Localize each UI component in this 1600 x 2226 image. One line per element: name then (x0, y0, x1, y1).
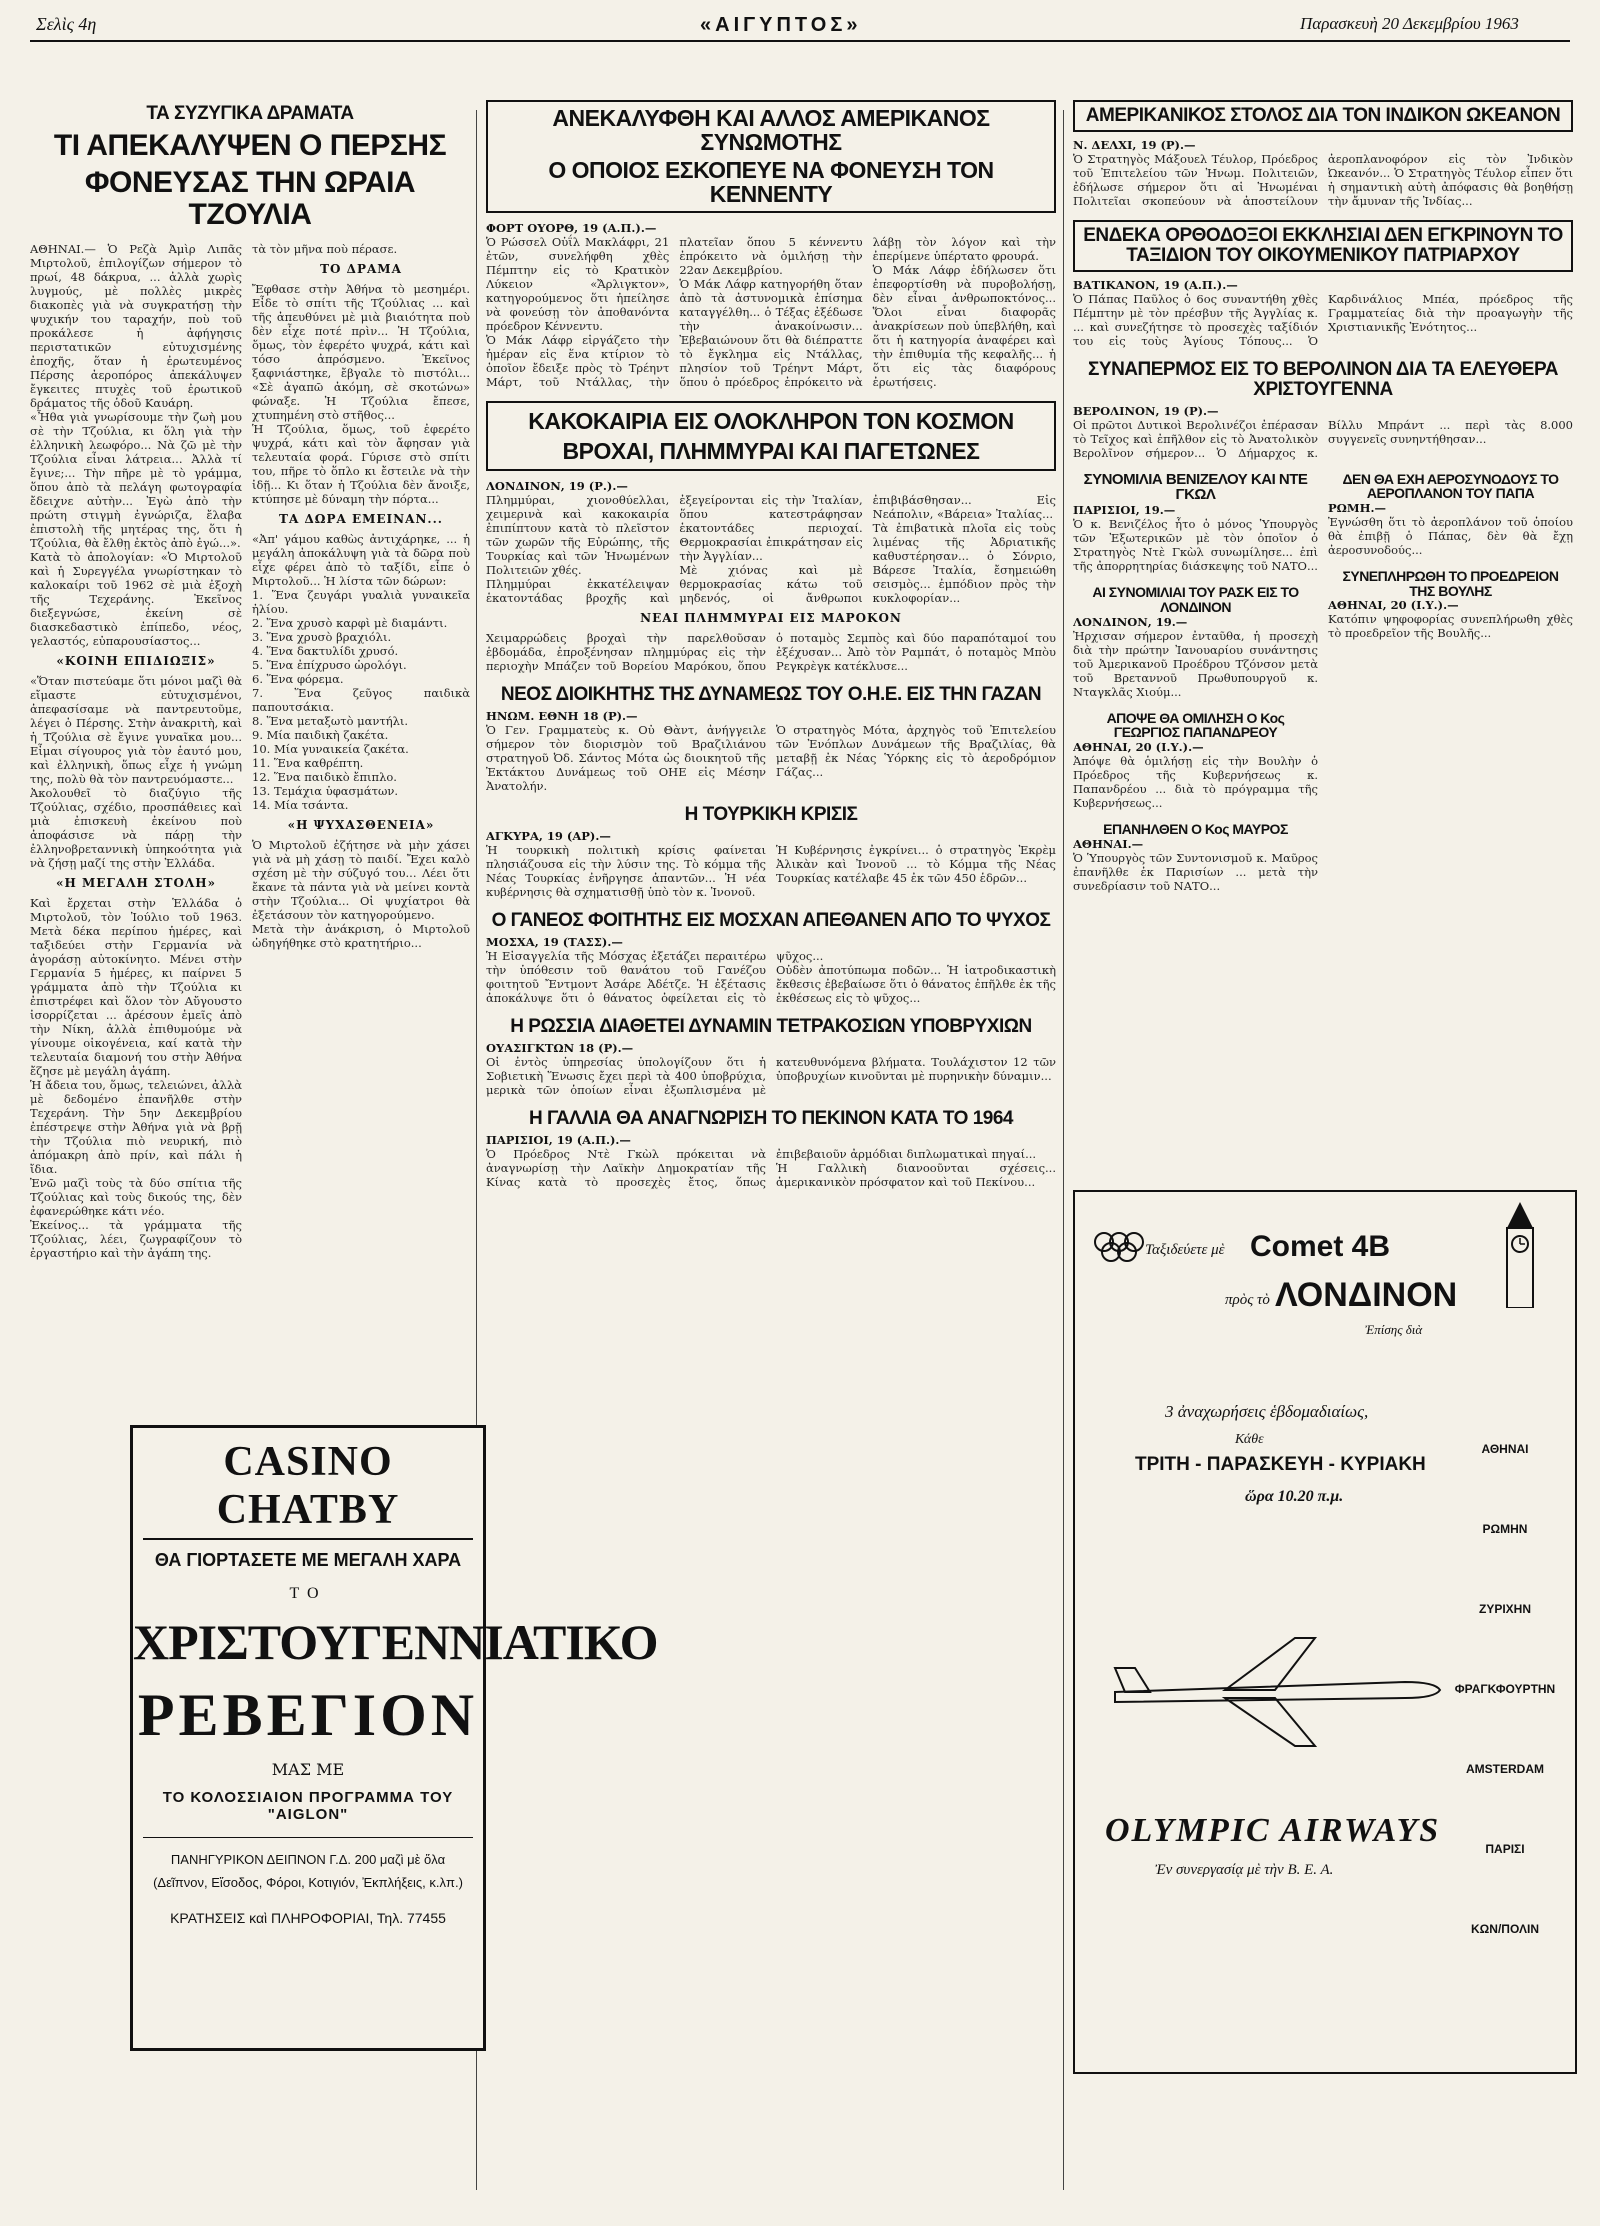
ad-text: Ταξιδεύετε μὲ (1145, 1242, 1225, 1258)
issue-date: Παρασκευὴ 20 Δεκεμβρίου 1963 (1300, 14, 1519, 33)
headline: Η ΤΟΥΡΚΙΚΗ ΚΡΙΣΙΣ (684, 803, 858, 825)
article-text: Οἱ πρῶτοι Δυτικοὶ Βερολινέζοι ἐπέρασαν τὸ Τεῖχος καὶ ἐπῆλθον εἰς τὸ Ἀνατολικὸν Βερολῖνον σήμερον... Ὁ Δήμαρχος κ. Βίλλυ Μπράντ ... περὶ τὰς 8.000 συγγενεῖς συνηντήθησαν... (1073, 417, 1573, 460)
headline: ΑΠΟΨΕ ΘΑ ΟΜΙΛΗΣΗ Ο Κος ΓΕΩΡΓΙΟΣ ΠΑΠΑΝΔΡΕΟΥ (1106, 709, 1285, 741)
headline: ΑΝΕΚΑΛΥΦΘΗ ΚΑΙ ΑΛΛΟΣ ΑΜΕΡΙΚΑΝΟΣ ΣΥΝΩΜΟΤΗΣ (552, 105, 990, 156)
headline: ΚΑΚΟΚΑΙΡΙΑ ΕΙΣ ΟΛΟΚΛΗΡΟΝ ΤΟΝ ΚΟΣΜΟΝ (528, 407, 1014, 434)
column-divider (1063, 110, 1064, 2190)
article-text: τὰ τὸν μῆνα ποὺ πέρασε. (252, 242, 398, 257)
article-text: Κατόπιν ψηφοφορίας συνεπλήρωθη χθὲς τὸ προεδρεῖον τῆς Βουλῆς... (1328, 612, 1573, 641)
ad-text: 3 ἀναχωρήσεις ἑβδομαδιαίως, (1165, 1402, 1369, 1421)
headline: ΦΟΝΕΥΣΑΣ ΤΗΝ ΩΡΑΙΑ ΤΖΟΥΛΙΑ (84, 166, 416, 231)
city-list (1445, 1372, 1565, 2012)
dateline: ΒΑΤΙΚΑΝΟΝ, 19 (Α.Π.).— (1073, 277, 1238, 292)
aircraft-name: Comet 4B (1250, 1230, 1391, 1263)
city-label: ΚΩΝ/ΠΟΛΙΝ (1471, 1922, 1539, 1936)
article-text: «Ὅταν πιστεύαμε ὅτι μόνοι μαζὶ θὰ εἴμαστε εὐτυχισμένοι, ἀπεφασίσαμε νὰ παντρευτοῦμε, λέγει ὁ Πέρσης. Στὴν ἀνακριτὴ, καὶ ἡ Τζούλια σὲ ἔγινε γυναῖκα μου... Εἶμαι σίγουρος γιὰ τὸν ἑαυτό μου, καὶ ἐλληνικὴ, ὅπως εἶχε ἡ γνώμη της, πολὺ θὰ τὸν παντρευόμαστε... Ἀκολουθεῖ τὸ διαζύγιο τῆς Τζούλιας, σχέδιο, προσπάθειες καὶ μιὰ ἐπισκευὴ ἐκείνου ποὺ ἀποφάσισε νὰ πάρῃ τὴν ἐλληνοβρεταννικὴ ὑπηκοότητα γιὰ νὰ ζήσῃ μαζί της στὴν Ἑλλάδα. (30, 674, 242, 871)
headline: ΕΠΑΝΗΛΘΕΝ Ο Κος ΜΑΥΡΟΣ (1103, 820, 1288, 837)
dateline: ΡΩΜΗ.— (1328, 501, 1386, 516)
casino-advertisement (130, 1425, 658, 2051)
kicker: ΤΑ ΣΥΖΥΓΙΚΑ ΔΡΑΜΑΤΑ (146, 103, 354, 124)
subheading: ΤΑ ΔΩΡΑ ΕΜΕΙΝΑΝ... (279, 512, 443, 527)
ad-text: πρὸς τὸ (1225, 1292, 1270, 1308)
dateline: ΟΥΑΣΙΓΚΤΩΝ 18 (Ρ).— (486, 1040, 634, 1055)
ad-title: ΡΕΒΕΓΙΟΝ (137, 1682, 479, 1748)
airline-logo: OLYMPIC AIRWAYS (1105, 1812, 1441, 1849)
ad-text: ΜΑΣ ΜΕ (271, 1760, 345, 1779)
headline: ΤΙ ΑΠΕΚΑΛΥΨΕΝ Ο ΠΕΡΣΗΣ (53, 128, 447, 162)
article-text: Ἀπόψε θὰ ὁμιλήσῃ εἰς τὴν Βουλὴν ὁ Πρόεδρος τῆς Κυβερνήσεως κ. Παπανδρέου ... διὰ τὸ πρόγραμμα τῆς Κυβερνήσεως... (1073, 753, 1318, 810)
headline: ΣΥΝΕΠΛΗΡΩΘΗ ΤΟ ΠΡΟΕΔΡΕΙΟΝ ΤΗΣ ΒΟΥΛΗΣ (1342, 568, 1559, 599)
destination: ΛΟΝΔΙΝΟΝ (1275, 1276, 1458, 1314)
ad-contact: ΚΡΑΤΗΣΕΙΣ καὶ ΠΛΗΡΟΦΟΡΙΑΙ, Τηλ. 77455 (170, 1910, 446, 1926)
headline-box (486, 401, 1056, 471)
article-text: ΑΘΗΝΑΙ.— Ὁ Ρεζὰ Ἀμὶρ Λιπᾶς Μιρτολοῦ, ἐπιλογίζων σήμερον τὸ πρωί, 48 δάκρυα, ... ἀλλὰ χωρὶς λυγμούς, μὲ πολλὲς μικρὲς διακοπὲς γιὰ νὰ συγκρατήσῃ τὴν ψυχικήν του ταραχήν, ποὺ τοῦ προκάλεσε ἡ ἀφήγησις περιστατικῶν εὐτυχισμένης ἐποχῆς, ὅταν ἡ ἐρωτευμένος Πέρσης ἀεροπόρος ἀπεκάλυψεν ἔγκειτες πτυχὲς τοῦ ἐρωτικοῦ δράματος τῆς ὁδοῦ Καυάρη. «Ἦθα γιὰ γνωρίσουμε τὴν ζωὴ μου σὲ τὴν Τζούλια, κι ὅλη γιὰ τὴν ἑλληνικὴ λεωφόρο... Νὰ ζῶ μὲ τὴν Τζούλια εἶναι λάτρεια... Ἀλλὰ τί ἔγινε;... Τὴν πῆρε μὲ τὸ γράμμα, ὅπου ἀπὸ τὰ πελάγη φωτογραφία ἔδειχνε αὐτὴν... Ἐγὼ ἀπὸ τὴν πρώτη στιγμὴ ἐγνώριζα, ἔλαβα ἐπιστολὴ τῆς μητέρας της, ὅτι ἡ Τζούλια, θὰ ἔλθῃ ἐκτὸς ἀπὸ ἐγώ...». Κατὰ τὸ ἀπολογίαν: «Ὁ Μιρτολοῦ καὶ ἡ Συρεγγέλα γνωρίστηκαν τὸ καλοκαίρι τοῦ 1962 σὲ μιὰ ἐξοχὴ τῆς Τεχεράνης. Ἐκεῖνος διεξεγνώσε, ἐκείνη σὲ διασκεδαστικὸ ἐπίπεδο, νέος, γελαστός, εὐπαρουσίαστος... (30, 242, 242, 649)
masthead (0, 0, 1600, 48)
headline: Ο ΓΑΝΕΟΣ ΦΟΙΤΗΤΗΣ ΕΙΣ ΜΟΣΧΑΝ ΑΠΕΘΑΝΕΝ ΑΠΟ ΤΟ ΨΥΧΟΣ (491, 909, 1051, 931)
ad-rule (143, 1538, 473, 1540)
ad-title: ΧΡΙΣΤΟΥΓΕΝΝΙΑΤΙΚΟ (133, 1614, 658, 1670)
article-text: Ἠρχισαν σήμερον ἐνταῦθα, ἡ προσεχὴ διὰ τὴν πρώτην Ἰανουαρίου συνάντησις τοῦ Ἀμερικανοῦ Προέδρου Τζόνσον μετὰ τοῦ Βρεταννοῦ Πρωθυπουργοῦ κ. Νταγκλᾶς Χιούμ... (1073, 628, 1318, 699)
dateline: ΑΘΗΝΑΙ.— (1073, 836, 1144, 851)
dateline: ΑΓΚΥΡΑ, 19 (ΑΡ).— (486, 828, 611, 843)
dateline: ΗΝΩΜ. ΕΘΝΗ 18 (Ρ).— (486, 708, 638, 723)
ad-text: Ἐν συνεργασίᾳ μὲ τὴν Β. Ε. Α. (1155, 1862, 1334, 1878)
headline: Ο ΟΠΟΙΟΣ ΕΣΚΟΠΕΥΕ ΝΑ ΦΟΝΕΥΣΗ ΤΟΝ ΚΕΝΝΕΝΤΥ (548, 157, 994, 208)
article-text: Ὁ Γεν. Γραμματεὺς κ. Οὐ Θὰντ, ἀνήγγειλε σήμερον τὸν διορισμὸν τοῦ Βραζιλιάνου στρατηγοῦ Ὀδ. Σάντος Μότα ὡς διοικητοῦ τῆς Ἐκτάκτου Δυνάμεως τοῦ ΟΗΕ εἰς Μέσην Ἀνατολήν. Ὁ στρατηγὸς Μότα, ἀρχηγὸς τοῦ Ἐπιτελείου τῶν Ἐνόπλων Δυνάμεων τῆς Βραζιλίας, θὰ μεταβῇ ἐκ Νέας Ὑόρκης εἰς τὸ ἀεροδρόμιον Γάζας... (486, 722, 1056, 793)
headline: Η ΡΩΣΣΙΑ ΔΙΑΘΕΤΕΙ ΔΥΝΑΜΙΝ ΤΕΤΡΑΚΟΣΙΩΝ ΥΠΟΒΡΥΧΙΩΝ (510, 1015, 1032, 1037)
city-label: ΖΥΡΙΧΗΝ (1478, 1602, 1531, 1616)
flight-time: ὥρα 10.20 π.μ. (1245, 1488, 1344, 1505)
city-label: ΡΩΜΗΝ (1482, 1522, 1528, 1536)
dateline: ΛΟΝΔΙΝΟΝ, 19 (Ρ.).— (486, 478, 628, 493)
article-text: Ὁ κ. Βενιζέλος ἦτο ὁ μόνος Ὑπουργὸς τῶν Ἐξωτερικῶν μὲ τὸν ὁποῖον ὁ Στρατηγὸς Ντὲ Γκὼλ συνωμίλησε... ἐπὶ τῆς ἀπορρητηρίας διάσκεψης τοῦ ΝΑΤΟ... (1073, 517, 1318, 574)
ad-text: Ἐπίσης διὰ (1365, 1322, 1423, 1337)
article-text: Ὁ Ρώσσελ Οὐΐλ Μακλάφρι, 21 ἐτῶν, συνελήφθη χθὲς Πέμπτην εἰς τὸ Κρατικὸν Λύκειον «Ἄρλιγκτον», κατηγορούμενος ὅτι ἠπείλησε νὰ φονεύσῃ τὸν ἀποθανόντα πρόεδρον Κέννεντυ. Ὁ Μάκ Λάφρ εἰργάζετο τὴν ἡμέραν εἰς ἕνα κτίριον τὸ ὁποῖον ἔδειξε πρὸς τὸ Τρέηντ Μάρτ, τοῦ Ντάλλας, τὴν πλατεῖαν ὅπου 5 κέννεντυ ἐπρόκειτο νὰ ὁμιλήσῃ τὴν 22αν Δεκεμβρίου. Ὁ Μάκ Λάφρ κατηγορήθη ὅταν ἀπὸ τὰ ἀστυνομικὰ ἐπίσημα καταγγέλθη... ὁ Τέξας ἐξέδωσε τὴν ἀνακοίνωσιν... Ἐβεβαιώνουν ὅτι θὰ διέπραττε τὸ ἔγκλημα εἰς Ντάλλας, πλησίον τοῦ Τρέηντ Μάρτ, ὅπου ὁ πρόεδρος ἐπρόκειτο νὰ λάβῃ τὸν λόγον καὶ τὴν ἐπερίμενε ὑπέρτατο φρουρά. Ὁ Μάκ Λάφρ ἐδήλωσεν ὅτι ἐπεφορτίσθη νὰ πυροβολήσῃ, δὲν εἶναι ἀνθρωποκτόνος... Ὅλοι εἶναι διαφορᾶς ἀνακρίσεων ποὺ ὑπεβλήθη, καὶ ὅτι ἡ κατηγορία ἀναφέρει καὶ τὴν ἐπιθυμία τῆς κεφαλῆς... ἡ ὅτι εἰς τὰς διαφόρους ἐρωτήσεις. (486, 234, 1056, 389)
city-label: AMSTERDAM (1466, 1762, 1544, 1776)
ad-brand: CASINO CHATBY (216, 1439, 400, 1533)
ad-rule (143, 1837, 473, 1838)
column-left (30, 100, 470, 1400)
headline: ΒΡΟΧΑΙ, ΠΛΗΜΜΥΡΑΙ ΚΑΙ ΠΑΓΕΤΩΝΕΣ (562, 437, 980, 464)
ad-text: (Δεῖπνον, Εἴσοδος, Φόροι, Κοτιγιόν, Ἐκπλήξεις, κ.λπ.) (153, 1875, 463, 1890)
subheading: «Η ΨΥΧΑΣΘΕΝΕΙΑ» (287, 818, 435, 833)
subheading: ΤΟ ΔΡΑΜΑ (320, 262, 402, 277)
olympic-airways-advertisement (1073, 1190, 1577, 2074)
dateline: ΠΑΡΙΣΙΟΙ, 19 (Α.Π.).— (486, 1132, 631, 1147)
headline-box (486, 100, 1056, 213)
subheading: «ΚΟΙΝΗ ΕΠΙΔΙΩΞΙΣ» (56, 654, 216, 669)
headline: Η ΓΑΛΛΙΑ ΘΑ ΑΝΑΓΝΩΡΙΣΗ ΤΟ ΠΕΚΙΝΟΝ ΚΑΤΑ ΤΟ 1964 (528, 1107, 1014, 1129)
headline: ΣΥΝΟΜΙΛΙΑ ΒΕΝΙΖΕΛΟΥ ΚΑΙ ΝΤΕ ΓΚΩΛ (1083, 470, 1308, 504)
flight-days: ΤΡΙΤΗ - ΠΑΡΑΣΚΕΥΗ - ΚΥΡΙΑΚΗ (1135, 1454, 1426, 1475)
dateline: Ν. ΔΕΛΧΙ, 19 (Ρ).— (1073, 137, 1196, 152)
olympic-rings-icon (1089, 1222, 1149, 1282)
headline: ΑΜΕΡΙΚΑΝΙΚΟΣ ΣΤΟΛΟΣ ΔΙΑ ΤΟΝ ΙΝΔΙΚΟΝ ΩΚΕΑΝΟΝ (1085, 105, 1561, 126)
headline: ΣΥΝΑΠΕΡΜΟΣ ΕΙΣ ΤΟ ΒΕΡΟΛΙΝΟΝ ΔΙΑ ΤΑ ΕΛΕΥΘΕΡΑ ΧΡΙΣΤΟΥΓΕΝΝΑ (1088, 358, 1558, 400)
article-text: «Ἀπ' γάμου καθὼς ἀντιχάρηκε, ... ἡ μεγάλη ἀποκάλυψη γιὰ τὰ δῶρα ποὺ εἶχε φέρει ἀπὸ τὸ ταξίδι, εἶπε ὁ Μιρτολοῦ... Ἡ λίστα τῶν δώρων: 1. Ἕνα ζευγάρι γυαλιὰ γυναικεῖα ἡλίου. 2. Ἕνα χρυσὸ καρφὶ μὲ διαμάντι. 3. Ἕνα χρυσὸ βραχιόλι. 4. Ἕνα δακτυλίδι χρυσό. 5. Ἕνα ἐπίχρυσο ὡρολόγι. 6. Ἕνα φόρεμα. 7. Ἕνα ζεῦγος παιδικὰ παπουτσάκια. 8. Ἕνα μεταξωτὸ μαντήλι. 9. Μία παιδικὴ ζακέτα. 10. Μία γυναικεία ζακέτα. 11. Ἕνα καθρέπτη. 12. Ἕνα παιδικὸ ἔπιπλο. 13. Τεμάχια ὑφασμάτων. 14. Μία τσάντα. (252, 532, 470, 813)
article-text: Ὁ Πρόεδρος Ντὲ Γκὼλ πρόκειται νὰ ἀναγνωρίσῃ τὴν Λαϊκὴν Δημοκρατίαν τῆς Κίνας κατὰ τὸ προσεχὲς ἔτος, ὅπως ἐπιβεβαιοῦν ἀρμόδιαι διπλωματικαὶ πηγαί... Ἡ Γαλλικὴ διανοοῦνται σχέσεις... ἀμερικανικὸν πρόσφατον καὶ τοῦ Πεκίνου... (486, 1146, 1056, 1189)
airplane-icon (1105, 1632, 1445, 1752)
headline: ΝΕΟΣ ΔΙΟΙΚΗΤΗΣ ΤΗΣ ΔΥΝΑΜΕΩΣ ΤΟΥ Ο.Η.Ε. ΕΙΣ ΤΗΝ ΓΑΖΑΝ (500, 683, 1042, 705)
article-text: Ἡ τουρκικὴ πολιτικὴ κρίσις φαίνεται πλησιάζουσα εἰς τὴν λύσιν της. Τὸ κόμμα τῆς Νέας Τουρκίας ἐνῆργησε ἀπαντῶν... Ἡ νέα κυβέρνησις θὰ σχηματισθῇ ὑπὸ τὸν κ. Ἰνονοῦ. Ἡ Κυβέρνησις ἐγκρίνει... ὁ στρατηγὸς Ἐκρὲμ Ἀλικὰν καὶ Ἰνονοῦ ... τὸ Κόμμα τῆς Νέας Τουρκίας κατέλαβε 45 ἐκ τῶν 450 ἑδρῶν... (486, 842, 1056, 899)
article-text: Χειμαρρώδεις βροχαὶ τὴν παρελθοῦσαν ἑβδομάδα, ἐπροξένησαν πλημμύρας εἰς τὴν περιοχὴν Μπάζεν τοῦ Βορείου Μαρόκου, ὅπου ὁ ποταμὸς Σεμπὸς καὶ δύο παραπόταμοί του ἐξέχυσαν... Ἀπὸ τὸν Ραμπάτ, ὁ ποταμὸς Μπὸυ Ρεγκρὲγκ κατέκλυσε... (486, 630, 1056, 673)
city-label: ΑΘΗΝΑΙ (1481, 1442, 1529, 1456)
ad-text: Κάθε (1235, 1432, 1264, 1447)
headline-box (1073, 220, 1573, 272)
article-text: Πλημμύραι, χιονοθύελλαι, χειμερινὰ καὶ κακοκαιρία ἐπιπίπτουν κατὰ τὸ πλεῖστον τῶν χωρῶν τῆς Εὐρώπης, τῆς Τουρκίας καὶ τῶν Ἡνωμένων Πολιτειῶν χθές. Πλημμύραι ἐκκατέλειψαν ἑκατοντάδας βροχῆς καὶ ἐξεγείρονται εἰς τὴν Ἰταλίαν, ὅπου κατεστράφησαν ἑκατοντάδες περιοχαί. Θερμοκρασίαι ἐπικράτησαν εἰς τὴν Ἀγγλίαν... Μὲ χιόνας καὶ μὲ θερμοκρασίας κάτω τοῦ μηδενός, οἱ ἄνθρωποι ἐπιβιβάσθησαν... Εἰς Νεάπολιν, «Βάρεια» Ἰταλίας... Τὰ ἐπιβατικὰ πλοῖα εἰς τοὺς λιμένας τῆς Ἀδριατικῆς καθυστέρησαν... ὁ Σόνριο, Βάρεσε Ἰταλία, ἔσημειώθη σεισμὸς... ἐμπόδιον πρὸς τὴν κυκλοφορίαν... (486, 492, 1056, 605)
dateline: ΜΟΣΧΑ, 19 (ΤΑΣΣ).— (486, 934, 623, 949)
subheading: ΝΕΑΙ ΠΛΗΜΜΥΡΑΙ ΕΙΣ ΜΑΡΟΚΟΝ (640, 610, 902, 625)
headline: ΕΝΔΕΚΑ ΟΡΘΟΔΟΞΟΙ ΕΚΚΛΗΣΙΑΙ ΔΕΝ ΕΓΚΡΙΝΟΥΝ ΤΟ ΤΑΞΙΔΙΟΝ ΤΟΥ ΟΙΚΟΥΜΕΝΙΚΟΥ ΠΑΤΡΙΑΡΧΟΥ (1083, 224, 1563, 266)
page-number: Σελὶς 4η (36, 14, 97, 34)
ad-text: ΠΑΝΗΓΥΡΙΚΟΝ ΔΕΙΠΝΟΝ Γ.Δ. 200 μαζὶ μὲ ὅλα (170, 1852, 446, 1867)
article-text: Ἡ Εἰσαγγελία τῆς Μόσχας ἐξετάζει περαιτέρω τὴν ὑπόθεσιν τοῦ θανάτου τοῦ Γανέζου φοιτητοῦ Ἔντμοντ Ἀσάρε Ἀδέτζε. Ἡ ἐξέτασις ἀποκάλυψε ὅτι ὁ θάνατος ὀφείλεται εἰς τὸ ψῦχος... Οὐδὲν ἀποτύπωμα ποδῶν... Ἡ ἱατροδικαστικὴ ἔκθεσις ἐβεβαίωσε ὅτι ὁ θάνατος ἐπῆλθε ἐκ τῆς ἐκθέσεως εἰς τὸ ψῦχος... (486, 948, 1056, 1005)
dateline: ΒΕΡΟΛΙΝΟΝ, 19 (Ρ).— (1073, 403, 1219, 418)
dateline: ΠΑΡΙΣΙΟΙ, 19.— (1073, 503, 1176, 518)
article-text: Καὶ ἔρχεται στὴν Ἑλλάδα ὁ Μιρτολοῦ, τὸν Ἰούλιο τοῦ 1963. Μετὰ δέκα περίπου ἡμέρες, καὶ ταξιδεύει στὴν Γερμανία νὰ ἀγοράσῃ αὐτοκίνητο. Μένει στὴν Γερμανία 5 ἡμέρες, κι παίρνει 5 γράμματα ἀπὸ τὴν Τζούλια κι ἐπιστρέφει καὶ ὅλον τὸν Αὔγουστο ἰσορρίζεται ... ἀρέσουν ἐμεῖς ἀπὸ τὴν Νίκη, ἀλλὰ ἐπιθυμούμε νὰ γίνουμε οἰκογένεια, καί κατὰ τὴν τελευταία διαμονή του στὴν Ἀθήνα ἔζησε μὲ μεγάλη ἀγάπη. Ἡ ἄδεια του, ὅμως, τελειώνει, ἀλλὰ μὲ δεδομένο ἐπανῆλθε στὴν Τεχεράνη. Τὴν 5ην Δεκεμβρίου ἐπέστρεψε στὴν Ἀθήνα γιὰ νὰ βρῇ τὴν Τζούλια πιὸ νευρική, πιὸ ἀπόμακρη ἀπὸ πρίν, καὶ πάλι ἡ ἴδια. Ἐνῶ μαζὶ τοὺς τὰ δύο σπίτια τῆς Τζούλιας καὶ τοὺς δικούς της, δὲν ἐφανερώθηκε κάτι νέο. Ἐκείνος... τὰ γράμματα τῆς Τζούλιας, λέει, ζωγραφίζουν τὸ ἐργαστήριο καὶ τὴν ἀγάπη της. (30, 896, 242, 1261)
article-text: Ὁ Μιρτολοῦ ἐζήτησε νὰ μὴν χάσει γιὰ νὰ μὴ χάσῃ τὸ παιδί. Ἔχει καλὸ σχέση μὲ τὴν σύζυγό του... Λέει ὅτι ἔκανε τὰ πάντα γιὰ νὰ μείνει κοντὰ στὴν Τζούλια... Οἱ ψυχίατροι θὰ ἐξετάσουν τὸν κατηγορούμενο. Μετὰ τὴν ἀνάκριση, ὁ Μιρτολοῦ ὡδηγήθηκε στὸ κρατητήριο... (252, 838, 470, 951)
dateline: ΑΘΗΝΑΙ, 20 (Ι.Υ.).— (1073, 739, 1204, 754)
ad-text: ΤΟ ΚΟΛΟΣΣΙΑΙΟΝ ΠΡΟΓΡΑΜΜΑ ΤΟΥ "AIGLON" (162, 1789, 454, 1823)
dateline: ΦΟΡΤ ΟΥΟΡΘ, 19 (Α.Π.).— (486, 220, 657, 235)
article-text: Ὁ Πάπας Παῦλος ὁ 6ος συναντήθη χθὲς Πέμπτην μὲ τὸν πρέσβυν τῆς Ἀγγλίας κ. ... καὶ συνεζήτησε τὸ προσεχὲς ταξίδιόν του εἰς τοὺς Ἁγίους Τόπους... Ὁ Καρδινάλιος Μπέα, πρόεδρος τῆς Γραμματείας διὰ τὴν προαγωγὴν τῆς Χριστιανικῆς Ἑνότητος... (1073, 291, 1573, 348)
dateline: ΑΘΗΝΑΙ, 20 (Ι.Υ.).— (1328, 598, 1459, 613)
dateline: ΛΟΝΔΙΝΟΝ, 19.— (1073, 614, 1188, 629)
headline-box (1073, 100, 1573, 132)
column-middle (486, 100, 1056, 2200)
article-text: Ὁ Στρατηγὸς Μάξουελ Τέυλορ, Πρόεδρος τοῦ Ἐπιτελείου τῶν Ἡνωμ. Πολιτειῶν, ἐδήλωσε σήμερον ὅτι αἱ Ἡνωμέναι Πολιτεῖαι σκοπεύουν νὰ ἀποστείλουν ἀεροπλανοφόρον εἰς τὸν Ἰνδικὸν Ὠκεανόν... Ὁ Στρατηγὸς Τέυλορ εἶπεν ὅτι ἡ σημαντικὴ αὐτὴ ἀπόφασις θὰ βοηθήσῃ τὴν ἄμυναν τῆς Ἰνδίας... (1073, 151, 1573, 208)
article-text: Ὁ Ὑπουργὸς τῶν Συντονισμοῦ κ. Μαῦρος ἐπανῆλθε ἐκ Παρισίων ... μετὰ τὴν συνεδρίασιν τοῦ ΝΑΤΟ... (1073, 850, 1318, 893)
ad-text: ΘΑ ΓΙΟΡΤΑΣΕΤΕ ΜΕ ΜΕΓΑΛΗ ΧΑΡΑ (154, 1550, 462, 1570)
newspaper-name: «ΑΙΓΥΠΤΟΣ» (700, 14, 862, 36)
city-label: ΠΑΡΙΣΙ (1485, 1842, 1525, 1856)
article-text: Ἔφθασε στὴν Ἀθήνα τὸ μεσημέρι. Εἶδε τὸ σπίτι τῆς Τζούλιας ... καὶ τῆς ἀπευθύνει μὲ μιὰ βιαιότητα ποὺ δὲν εἶχε ποτέ πρὶν... Ἡ Τζούλια, ὅμως, τὸν ἐφερέτο ψυχρά, κάτι καὶ τόσο ἀπρόσμενο. Ἐκεῖνος ξαφνιάστηκε, ἔβγαλε τὸ πιστόλι... «Σὲ ἀγαπῶ ἀκόμη, σὲ σκοτώνω» φώναξε. Ἡ Τζούλια ἔπεσε, χτυπημένη στὸ στῆθος... Ἡ Τζούλια, ὅμως, τοῦ ἐφερέτο ψυχρά, κάτι καὶ τὸν ἄφησαν γιὰ τελευταία φορά. Γύρισε στὸ σπίτι του, πῆρε τὸ ὅπλο κι ἔστειλε νὰ τὴν ἰδῇ... Κι ὅταν ἡ Τζούλια δὲν ἄνοιξε, κτύπησε μὲ δύναμη τὴν πόρτα... (252, 282, 470, 507)
column-right (1073, 100, 1573, 1180)
masthead-rule (30, 40, 1570, 42)
headline: ΑΙ ΣΥΝΟΜΙΛΙΑΙ ΤΟΥ ΡΑΣΚ ΕΙΣ ΤΟ ΛΟΝΔΙΝΟΝ (1092, 584, 1299, 615)
article-text: Ἐγνώσθη ὅτι τὸ ἀεροπλάνον τοῦ ὁποίου θὰ ἐπιβῇ ὁ Πάπας, δὲν θὰ ἔχῃ ἀεροσυνοδούς... (1328, 515, 1573, 558)
article-text: Οἱ ἐντὸς ὑπηρεσίας ὑπολογίζουν ὅτι ἡ Σοβιετικὴ Ἕνωσις ἔχει περὶ τὰ 400 ὑποβρύχια, μερικὰ τῶν ὁποίων εἶναι ἐξωπλισμένα μὲ κατευθυνόμενα βλήματα. Τουλάχιστον 12 τῶν ὑποβρυχίων κινοῦνται μὲ πυρηνικὴν δύναμιν... (486, 1054, 1056, 1097)
subheading: «Η ΜΕΓΑΛΗ ΣΤΟΛΗ» (55, 876, 217, 891)
headline: ΔΕΝ ΘΑ ΕΧΗ ΑΕΡΟΣΥΝΟΔΟΥΣ ΤΟ ΑΕΡΟΠΛΑΝΟΝ ΤΟΥ ΠΑΠΑ (1342, 470, 1559, 502)
city-label: ΦΡΑΓΚΦΟΥΡΤΗΝ (1454, 1682, 1556, 1696)
big-ben-icon (1485, 1198, 1555, 1308)
ad-text: ΤΟ (289, 1585, 327, 1602)
